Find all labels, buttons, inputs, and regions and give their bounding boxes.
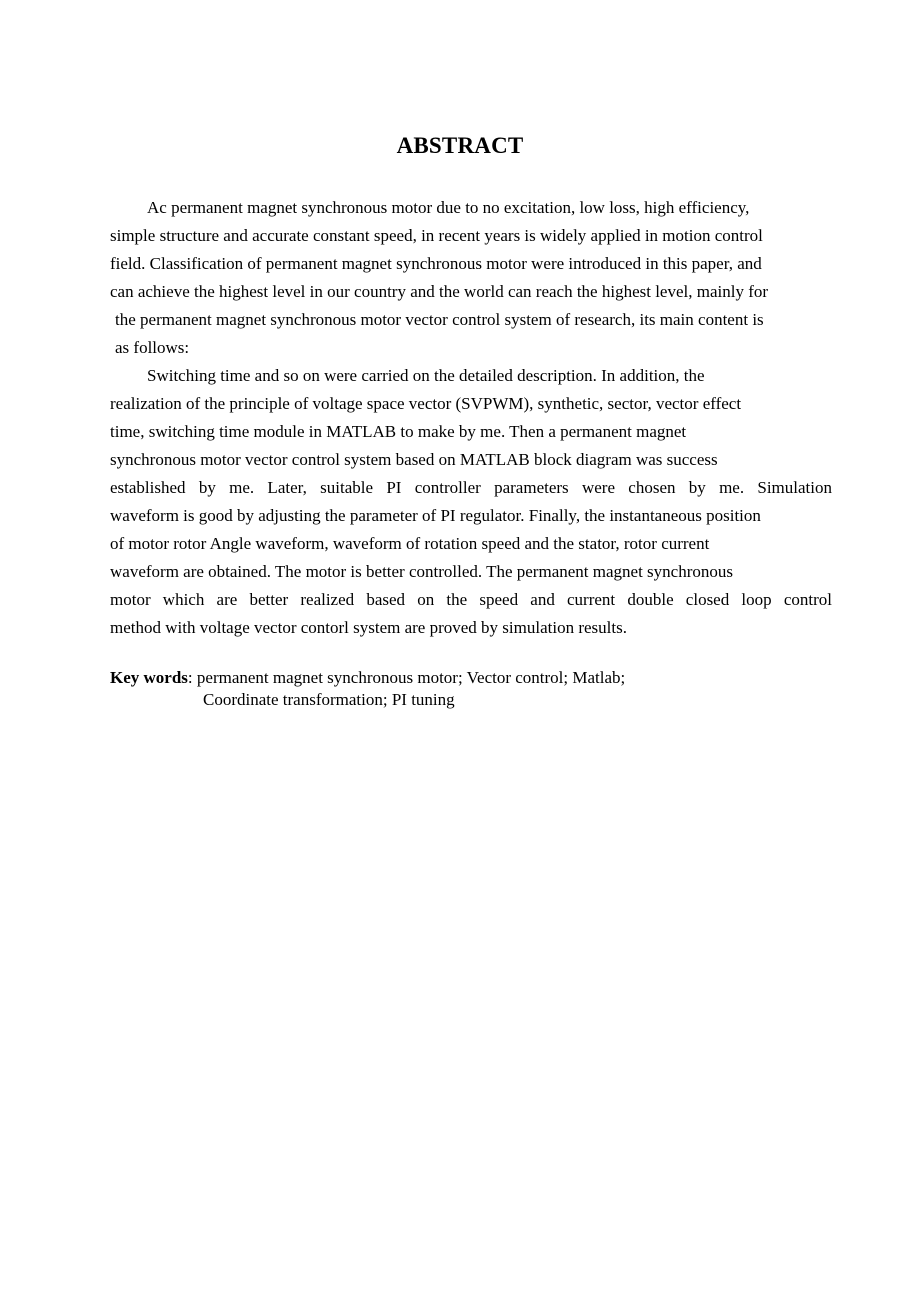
paragraph2-line: time, switching time module in MATLAB to make by me. Then a permanent magnet	[110, 422, 687, 441]
keywords-line2: Coordinate transformation; PI tuning	[203, 690, 455, 709]
paragraph2-line: waveform is good by adjusting the parameter of PI regulator. Finally, the instantaneous position	[110, 506, 761, 525]
paragraph1-line: the permanent magnet synchronous motor vector control system of research, its main content is	[115, 310, 764, 329]
paragraph2-line: waveform are obtained. The motor is better controlled. The permanent magnet synchronous	[110, 562, 733, 581]
paragraph2-line: realization of the principle of voltage space vector (SVPWM), synthetic, sector, vector effect	[110, 394, 742, 413]
paragraph2-line: method with voltage vector contorl system are proved by simulation results.	[110, 618, 627, 637]
keywords-label: Key words	[110, 668, 188, 687]
paragraph2-line: motor which are better realized based on the speed and current double closed loop control	[110, 590, 832, 609]
keywords-line1: : permanent magnet synchronous motor; Vector control; Matlab;	[187, 668, 626, 687]
paragraph2-line: Switching time and so on were carried on the detailed description. In addition, the	[147, 366, 705, 385]
keywords	[110, 668, 625, 688]
paragraph1-line: as follows:	[115, 338, 190, 357]
paragraph2-line: of motor rotor Angle waveform, waveform of rotation speed and the stator, rotor current	[110, 534, 710, 553]
paragraph1-line: simple structure and accurate constant speed, in recent years is widely applied in motion control	[110, 226, 763, 245]
paragraph1-line: Ac permanent magnet synchronous motor due to no excitation, low loss, high efficiency,	[147, 198, 750, 217]
paragraph2-line: synchronous motor vector control system based on MATLAB block diagram was success	[110, 450, 718, 469]
paragraph1-line: field. Classification of permanent magnet synchronous motor were introduced in this paper, and	[110, 254, 762, 273]
paragraph2-line: established by me. Later, suitable PI controller parameters were chosen by me. Simulation	[110, 478, 832, 497]
abstract-title: ABSTRACT	[396, 133, 524, 158]
paragraph1-line: can achieve the highest level in our country and the world can reach the highest level, mainly for	[110, 282, 769, 301]
